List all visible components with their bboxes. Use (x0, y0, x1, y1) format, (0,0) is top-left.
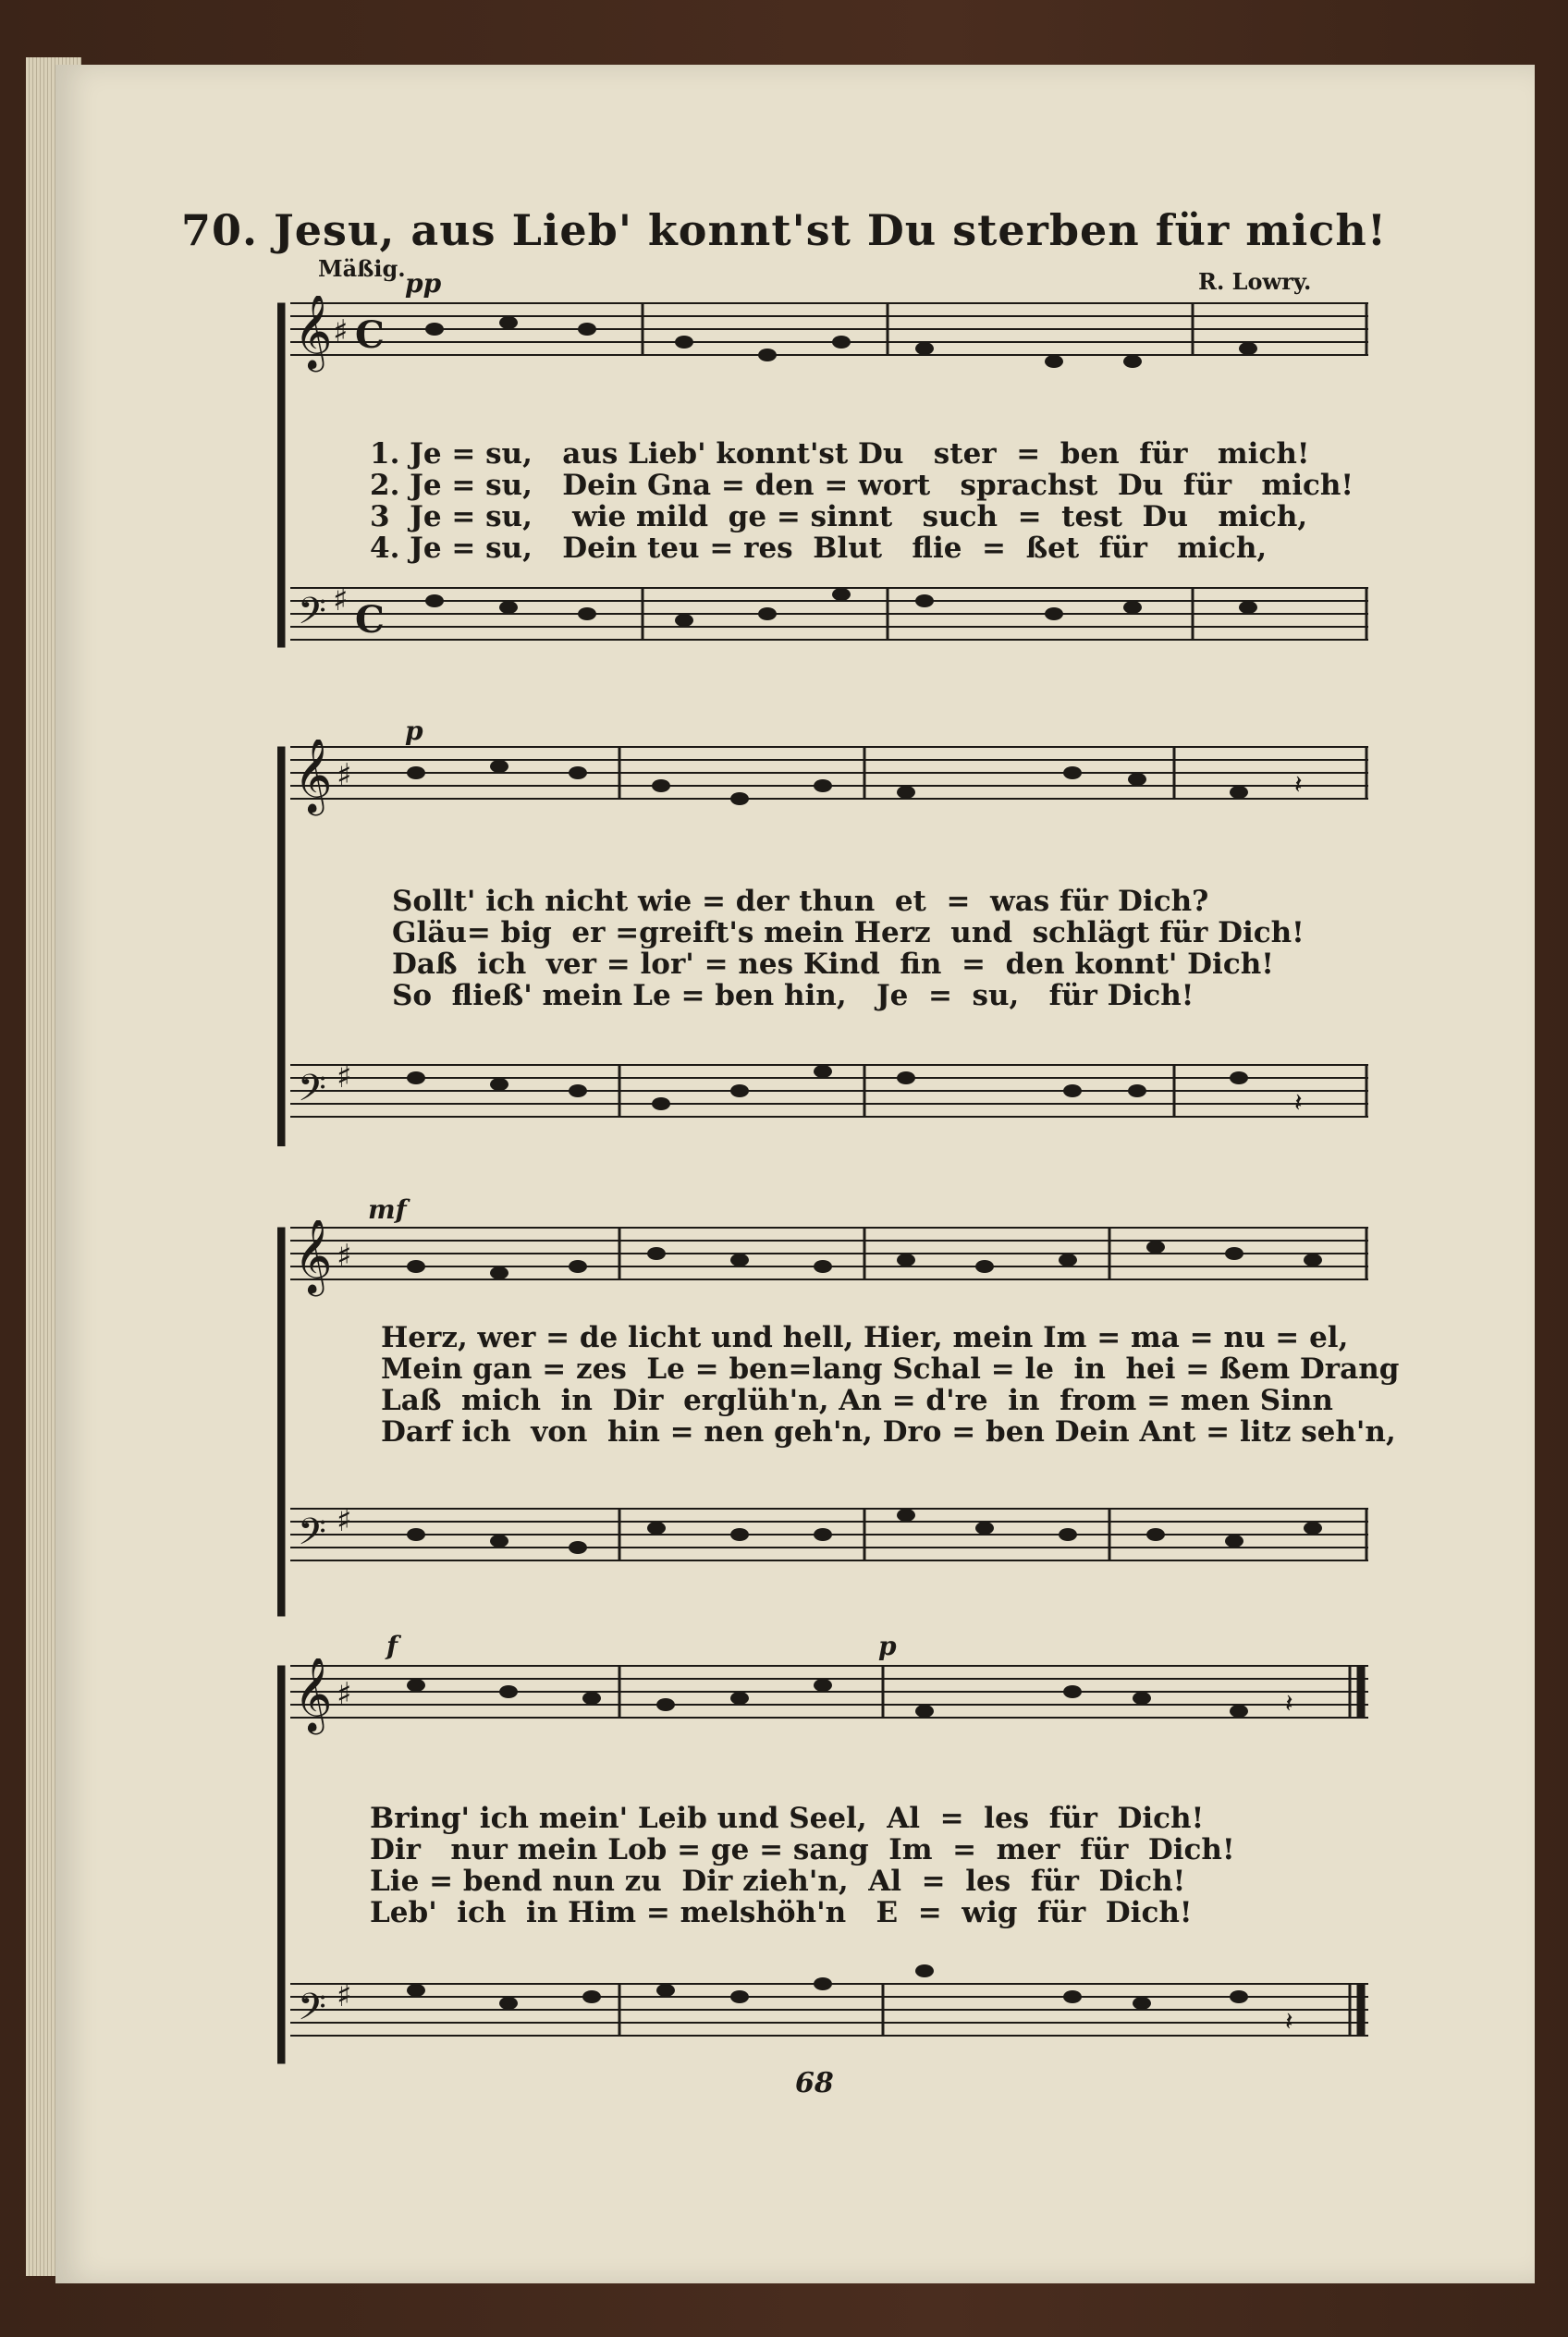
svg-text:𝄢: 𝄢 (298, 1986, 326, 2037)
dynamic-mf: mf (368, 1194, 407, 1225)
svg-text:♯: ♯ (337, 1977, 352, 2014)
svg-text:𝄢: 𝄢 (298, 1511, 326, 1562)
lyric-line: Daß ich ver = lor' = nes Kind fin = den konnt' Dich! (392, 948, 1274, 981)
lyric-line: So fließ' mein Le = ben hin, Je = su, für Dich! (392, 979, 1194, 1012)
lyric-line: Leb' ich in Him = melshöh'n E = wig für Dich! (370, 1896, 1193, 1929)
lyric-line: Bring' ich mein' Leib und Seel, Al = les für Dich! (370, 1802, 1205, 1835)
verse-block-1 (370, 438, 1354, 564)
page-number: 68 (795, 2067, 834, 2099)
dynamic-p: p (405, 716, 423, 746)
lyric-line: 3 Je = su, wie mild ge = sinnt such = test Du mich, (370, 500, 1308, 533)
lyric-line: Laß mich in Dir erglüh'n, An = d're in from = men Sinn (381, 1384, 1333, 1417)
svg-text:𝄽: 𝄽 (1294, 769, 1303, 800)
composer: R. Lowry. (1198, 268, 1312, 295)
svg-text:♯: ♯ (337, 757, 352, 794)
verse-block-4 (370, 1803, 1235, 1928)
dynamic-p2: p (878, 1631, 897, 1661)
lyric-line: Sollt' ich nicht wie = der thun et = was für Dich? (392, 885, 1209, 918)
lyric-line: Dir nur mein Lob = ge = sang Im = mer für Dich! (370, 1833, 1235, 1866)
svg-text:♯: ♯ (337, 1676, 352, 1713)
dynamic-pp: pp (405, 268, 442, 299)
svg-text:𝄞: 𝄞 (294, 1658, 333, 1731)
verse-block-2 (392, 886, 1305, 1011)
dynamic-f: f (386, 1631, 398, 1661)
svg-text:𝄢: 𝄢 (298, 1067, 326, 1119)
svg-text:♯: ♯ (337, 1238, 352, 1275)
lyric-line: 1. Je = su, aus Lieb' konnt'st Du ster = ben für mich! (370, 437, 1310, 471)
svg-text:𝄽: 𝄽 (1285, 1688, 1293, 1719)
svg-text:𝄞: 𝄞 (294, 296, 333, 369)
tempo-marking: Mäßig. (318, 255, 406, 282)
svg-text:♯: ♯ (333, 313, 349, 350)
lyric-line: 4. Je = su, Dein teu = res Blut flie = ßet für mich, (370, 532, 1268, 565)
svg-text:𝄽: 𝄽 (1294, 1087, 1303, 1118)
svg-text:C: C (355, 598, 385, 642)
svg-text:♯: ♯ (337, 1058, 352, 1095)
lyric-line: Herz, wer = de licht und hell, Hier, mein Im = ma = nu = el, (381, 1321, 1349, 1354)
svg-text:𝄞: 𝄞 (294, 1220, 333, 1293)
lyric-line: Darf ich von hin = nen geh'n, Dro = ben Dein Ant = litz seh'n, (381, 1415, 1396, 1449)
lyric-line: Lie = bend nun zu Dir zieh'n, Al = les für Dich! (370, 1865, 1186, 1898)
lyric-line: 2. Je = su, Dein Gna = den = wort sprachst Du für mich! (370, 469, 1354, 502)
lyric-line: Mein gan = zes Le = ben=lang Schal = le in hei = ßem Drang (381, 1352, 1400, 1386)
svg-text:♯: ♯ (337, 1502, 352, 1539)
verse-block-3 (381, 1322, 1399, 1448)
svg-text:♯: ♯ (333, 581, 349, 618)
lyric-line: Gläu= big er =greift's mein Herz und schlägt für Dich! (392, 916, 1305, 949)
svg-text:𝄽: 𝄽 (1285, 2006, 1293, 2037)
svg-text:C: C (355, 313, 385, 357)
svg-text:𝄢: 𝄢 (298, 590, 326, 642)
svg-text:𝄞: 𝄞 (294, 740, 333, 813)
hymn-title: 70. Jesu, aus Lieb' konnt'st Du sterben für mich! (180, 205, 1388, 255)
